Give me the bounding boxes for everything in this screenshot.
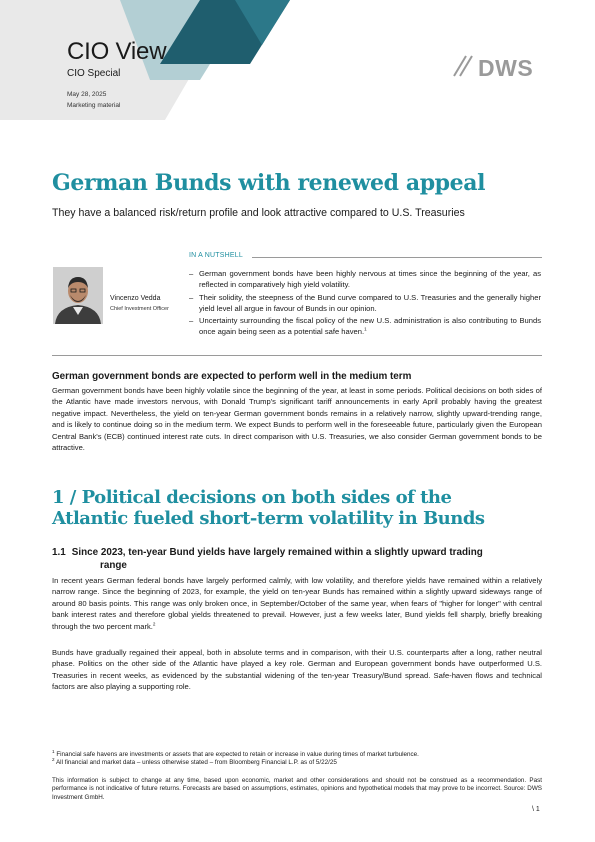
footnote-text: Financial safe havens are investments or assets that are expected to retain or increase in value during times of market turbulence.: [56, 751, 419, 758]
list-item: – Their solidity, the steepness of the Bund curve compared to U.S. Treasuries and the generally higher yield level all argue in favour of Bunds in our opinion.: [189, 292, 541, 313]
subsection-heading-line2: range: [100, 560, 127, 571]
nutshell-bullet-list: [189, 268, 541, 339]
subsection-heading-line1: Since 2023, ten-year Bund yields have largely remained within a slightly upward trading: [71, 547, 483, 558]
section-heading: German government bonds are expected to perform well in the medium term: [52, 371, 412, 382]
subsection-heading: [52, 546, 542, 572]
dws-logo-text: DWS: [478, 55, 534, 81]
body-paragraph-1: [52, 575, 542, 632]
bullet-text: German government bonds have been highly nervous at times since the beginning of the year, as reflected in comparatively high yield volatility.: [199, 269, 541, 290]
section-body: German government bonds have been highly volatile since the beginning of the year, at least in some periods. Political decisions on both sides of the Atlantic have made investors nervous, with Donald Trump's significant tariff announcements in early April probably having the greatest negative impact. Nevertheless, the yield on ten-year German government bonds remains in a relatively narrow, slightly upward-trending range, and is likely to continue doing so in the medium term. We expect Bunds to perform well in the foreseeable future, particularly given the European Central Bank's (ECB) continued interest rate cuts. In direct comparison with U.S. Treasuries, we also consider German government bonds to be attractive.: [52, 386, 542, 453]
chapter-title: 1 / Political decisions on both sides of the Atlantic fueled short-term volatility in Bunds: [52, 487, 485, 529]
page-title: German Bunds with renewed appeal: [52, 170, 486, 196]
paragraph-text: In recent years German federal bonds have largely performed calmly, with low volatility, and therefore yields have remained within a relatively narrow range. Since the beginning of 2023, for example, the yield on ten-year Bunds has remained within a slightly upward sideways range of around 80 basis points. This range was only broken once, in September/October of the same year, when fears of "higher for longer" with central bank interest rates and therefore global yields threatened to prevail. However, just a few weeks later, Bund yields fell sharply, briefly breaking through the two percent mark.: [52, 576, 542, 631]
footnote-ref: 1: [364, 326, 367, 332]
publication-subtitle: CIO Special: [67, 68, 121, 79]
footnote-text: All financial and market data – unless otherwise stated – from Bloomberg Financial L.P. as of 5/22/25: [55, 759, 337, 766]
list-item: – German government bonds have been highly nervous at times since the beginning of the year, as reflected in comparatively high yield volatility.: [189, 269, 541, 290]
body-paragraph-2: Bunds have gradually regained their appeal, both in absolute terms and in comparison, with their U.S. counterparts after a long, rather neutral phase. Politics on the other side of the Atlantic have played a key role. German and European government bonds have outperformed U.S. Treasuries in recent weeks, as evidenced by the substantial widening of the ten-year Treasury/Bund spread. Safe-haven flows and technical factors are also playing a supporting role.: [52, 648, 542, 692]
bullet-text: Uncertainty surrounding the fiscal policy of the new U.S. administration is also contributing to Bunds once again being seen as a potential safe haven.: [199, 316, 541, 337]
publication-title: CIO View: [67, 38, 167, 65]
marketing-material-label: Marketing material: [67, 102, 121, 109]
footnote-2: [52, 756, 542, 767]
nutshell-label: IN A NUTSHELL: [189, 252, 243, 259]
publication-date: May 28, 2025: [67, 91, 107, 98]
subsection-number: 1.1: [52, 547, 66, 558]
author-name: Vincenzo Vedda: [110, 295, 161, 302]
author-role: Chief Investment Officer: [110, 306, 169, 312]
nutshell-divider: [252, 257, 542, 258]
footnote-number: 1: [52, 748, 55, 754]
footnote-ref: 2: [152, 621, 156, 627]
page-number: \ 1: [532, 806, 540, 813]
page-subtitle: They have a balanced risk/return profile and look attractive compared to U.S. Treasuries: [52, 207, 465, 219]
author-photo: [53, 267, 103, 324]
bullet-text: Their solidity, the steepness of the Bund curve compared to U.S. Treasuries and the generally higher yield level all argue in favour of Bunds in our opinion.: [199, 292, 541, 313]
list-item: – Uncertainty surrounding the fiscal policy of the new U.S. administration is also contributing to Bunds once again being seen as a potential safe haven.$^1$: [189, 316, 541, 337]
disclaimer: This information is subject to change at any time, based upon economic, market and other considerations and should not be construed as a recommendation. Past performance is not indicative of future returns. Forecasts are based on assumptions, estimates, opinions and hypothetical models that may prove to be incorrect. Source: DWS Investment GmbH.: [52, 777, 542, 801]
footnote-1: [52, 748, 542, 759]
section-divider: [52, 355, 542, 356]
footnote-number: 2: [52, 756, 55, 762]
